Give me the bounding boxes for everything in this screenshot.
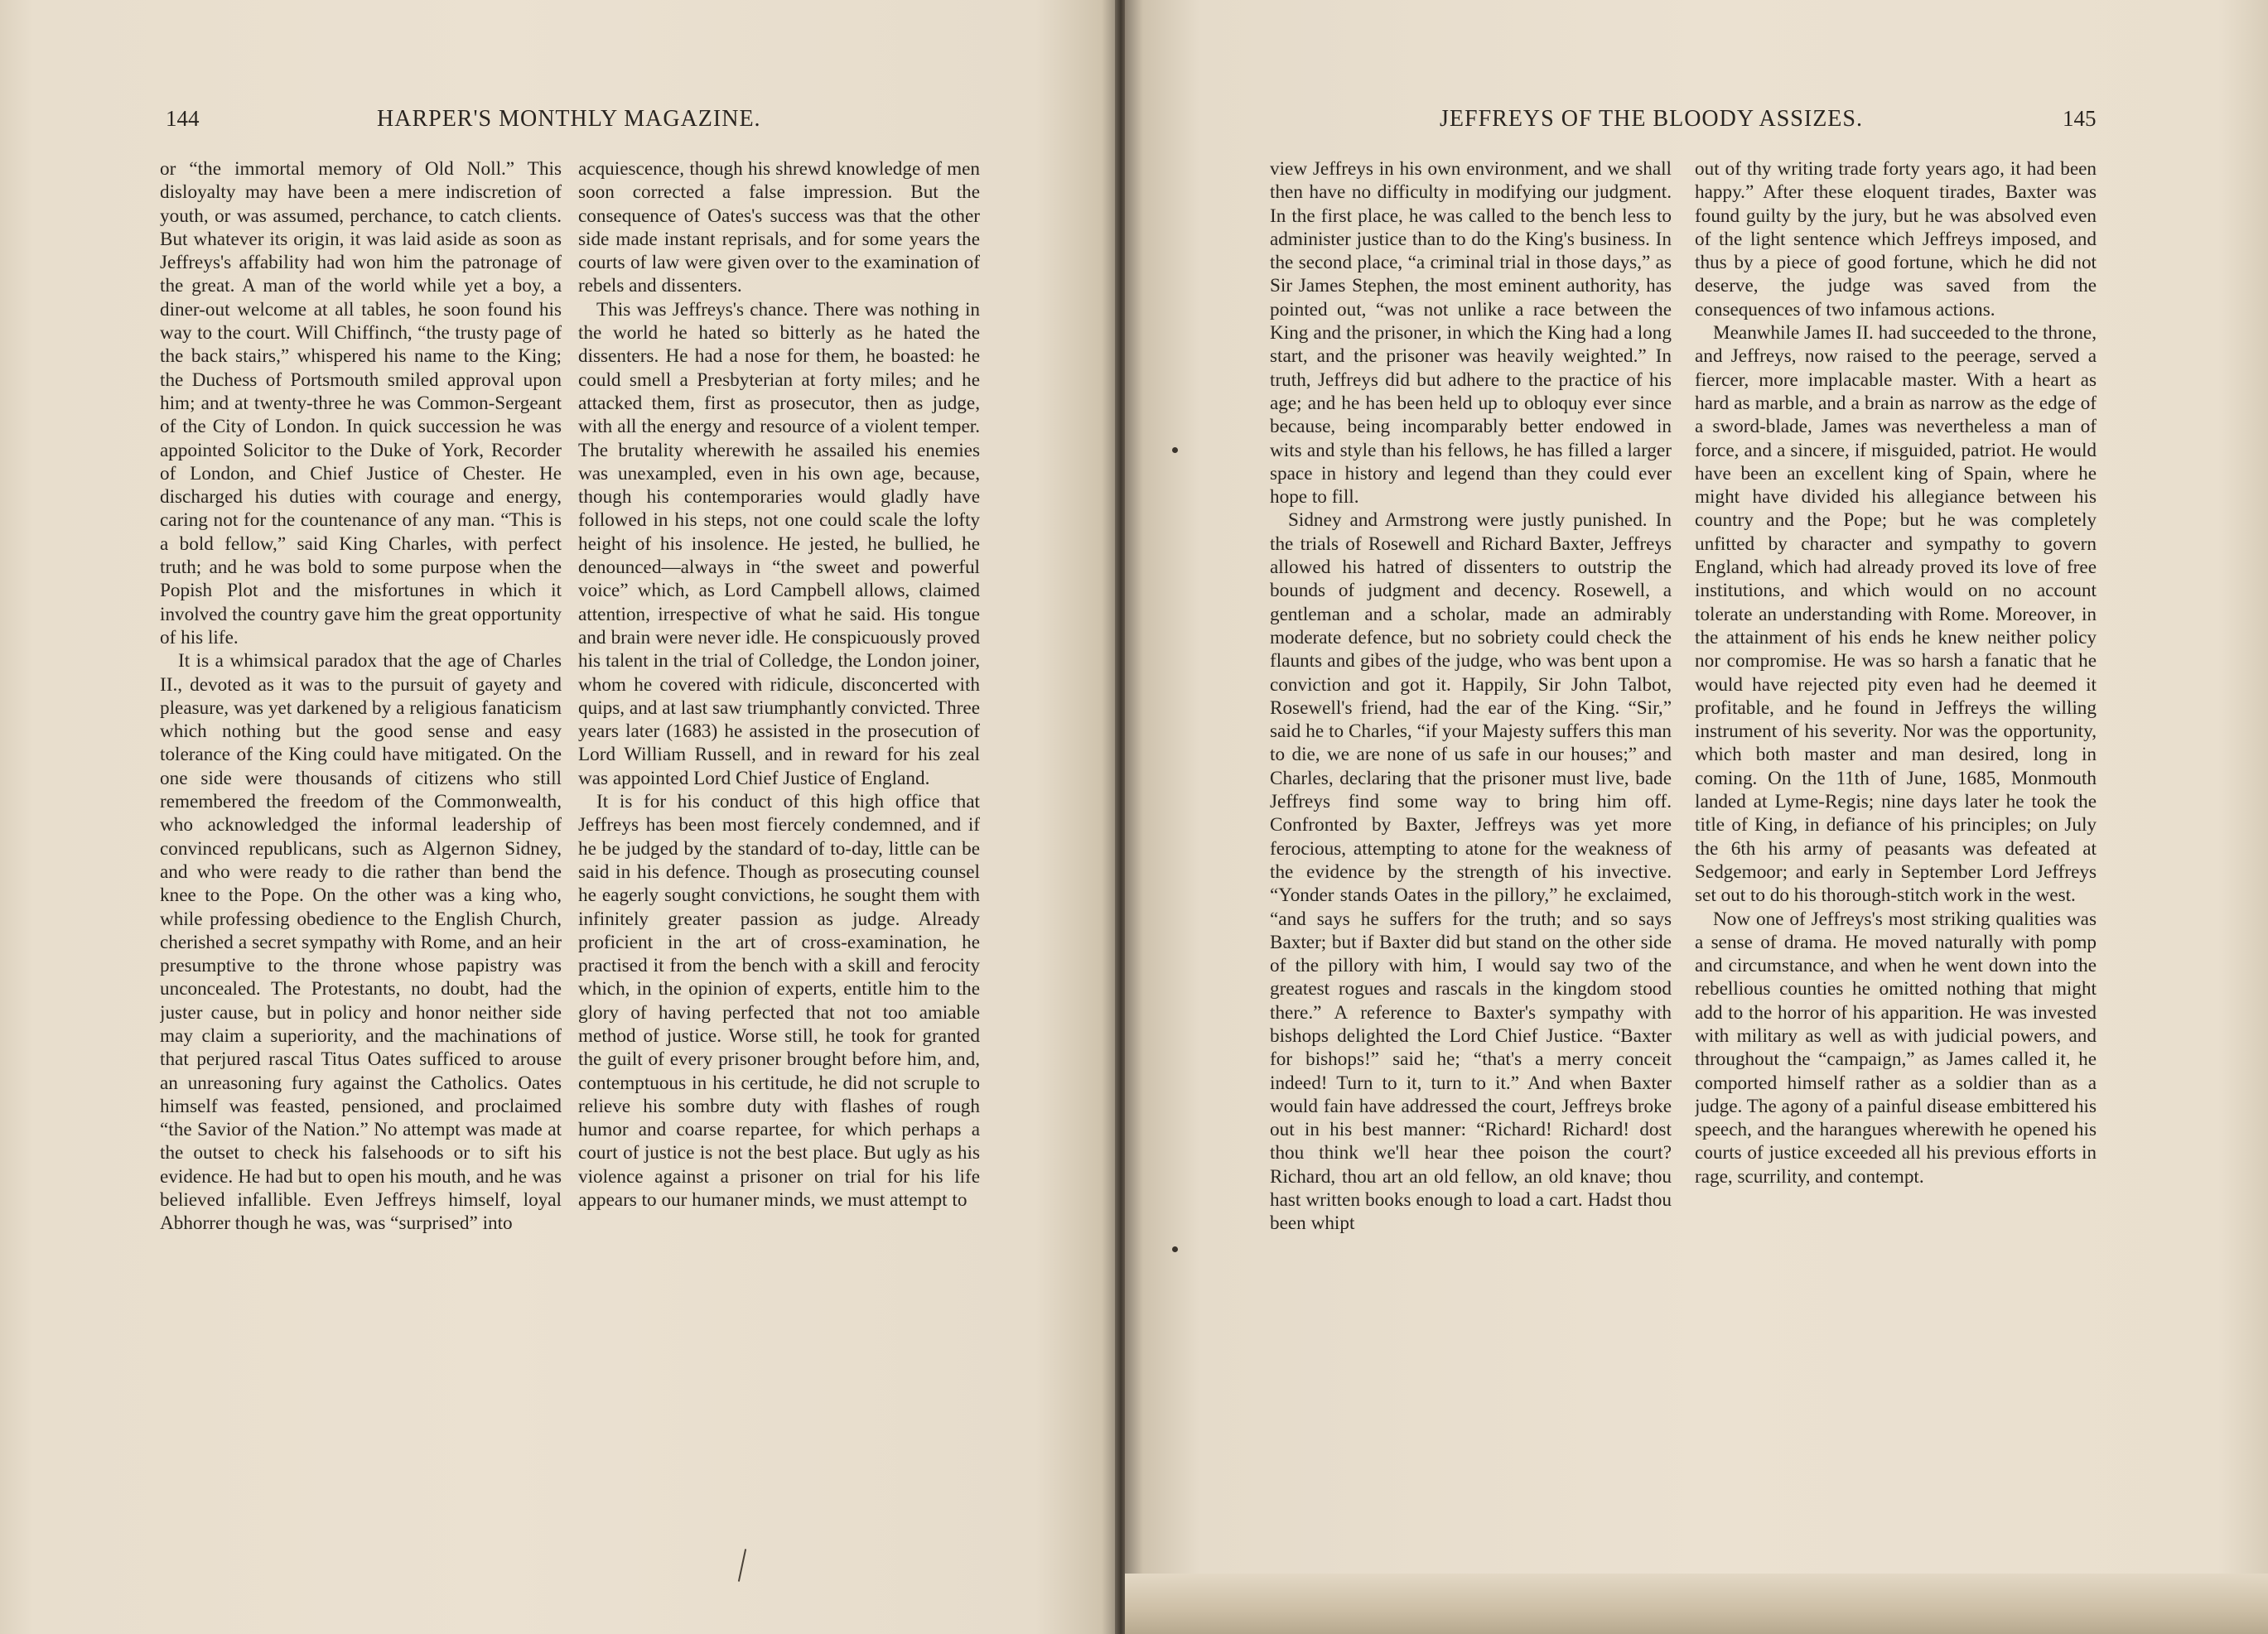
page-number: 144 — [166, 106, 200, 131]
running-head: HARPER'S MONTHLY MAGAZINE. — [377, 106, 761, 132]
right-column-1 — [1270, 157, 1672, 1524]
binding-hole — [1172, 1246, 1178, 1252]
paragraph: It is for his conduct of this high office that Jeffreys has been most fiercely condemned, and if he be judged by the standard of to-day, little can be said in his defence. Though as prosecuting counsel he eagerly sought convictions, he sought them with infinitely greater passion as judge. Already proficient in the art of cross-examination, he practised it from the bench with a skill and ferocity which, in the opinion of experts, entitle him to the glory of having perfected that not too amiable method of justice. Worse still, he took for granted the guilt of every prisoner brought before him, and, contemptuous in his certitude, he did not scruple to relieve his sombre duty with flashes of rough humor and coarse repartee, for which perhaps a court of justice is not the best place. But ugly as his violence against a prisoner on trial for his life appears to our humaner minds, we must attempt to — [578, 791, 980, 1212]
left-column-2 — [578, 157, 980, 1524]
paragraph: acquiescence, though his shrewd knowledge of men soon corrected a false impression. But the consequence of Oates's success was that the other side made instant reprisals, and for some years the courts of law were given over to the examination of rebels and dissenters. — [578, 158, 980, 297]
page-bottom-edge — [1125, 1574, 2268, 1634]
running-head: JEFFREYS OF THE BLOODY ASSIZES. — [1440, 106, 1863, 132]
binding-hole — [1172, 447, 1178, 453]
right-page — [1125, 0, 2268, 1634]
paragraph: This was Jeffreys's chance. There was nothing in the world he hated so bitterly as he hated the dissenters. He had a nose for them, he boasted: he could smell a Presbyterian at forty miles; and he attacked them, first as prosecutor, then as judge, with all the energy and resource of a violent temper. The brutality wherewith he assailed his enemies was unexampled, even in his own age, because, though his contemporaries would gladly have followed in his steps, not one could scale the lofty height of his insolence. He jested, he bullied, he denounced—always in “the sweet and powerful voice” which, as Lord Campbell allows, claimed attention, irrespective of what he said. His tongue and brain were never idle. He conspicuously proved his talent in the trial of Colledge, the London joiner, whom he covered with ridicule, disconcerted with quips, and at last saw triumphantly convicted. Three years later (1683) he assisted in the prosecution of Lord William Russell, and in reward for his zeal was appointed Lord Chief Justice of England. — [578, 298, 980, 789]
pencil-mark — [738, 1549, 746, 1582]
right-column-2 — [1695, 157, 2097, 1524]
page-number: 145 — [2063, 106, 2097, 131]
left-page — [0, 0, 1120, 1634]
paragraph: Meanwhile James II. had succeeded to the throne, and Jeffreys, now raised to the peerage, served a fiercer, more implacable master. With a heart as hard as marble, and a brain as narrow as the edge of a sword-blade, James was nevertheless a man of force, and a sincere, if misguided, patriot. He would have been an excellent king of Spain, where he might have divided his allegiance between his country and the Pope; but he was completely unfitted by character and sympathy to govern England, which had already proved its love of free institutions, and which would on no account tolerate an understanding with Rome. Moreover, in the attainment of his ends he knew neither policy nor compromise. He was so harsh a fanatic that he would have rejected pity even had he deemed it profitable, and he found in Jeffreys the willing instrument of his severity. Nor was the opportunity, which both master and man desired, long in coming. On the 11th of June, 1685, Monmouth landed at Lyme-Regis; nine days later he took the title of King, in defiance of his principles; on July the 6th his army of peasants was defeated at Sedgemoor; and early in September Lord Jeffreys set out to do his thorough-stitch work in the west. — [1695, 322, 2097, 907]
paragraph: Now one of Jeffreys's most striking qualities was a sense of drama. He moved naturally with pomp and circumstance, and when he went down into the rebellious counties he omitted nothing that might add to the horror of his apparition. He was invested with military as well as with judicial powers, and throughout the “campaign,” as James called it, he comported himself rather as a soldier than as a judge. The agony of a painful disease embittered his speech, and the harangues wherewith he opened his courts of justice exceeded all his previous efforts in rage, scurrility, and contempt. — [1695, 908, 2097, 1188]
paragraph: or “the immortal memory of Old Noll.” This disloyalty may have been a mere indiscretion of youth, or was assumed, perchance, to catch clients. But whatever its origin, it was laid aside as soon as Jeffreys's affability had won him the patronage of the great. A man of the world while yet a boy, a diner-out welcome at all tables, he soon found his way to the court. Will Chiffinch, “the trusty page of the back stairs,” whispered his name to the King; the Duchess of Portsmouth smiled approval upon him; and at twenty-three he was Common-Sergeant of the City of London. In quick succession he was appointed Solicitor to the Duke of York, Recorder of London, and Chief Justice of Chester. He discharged his duties with courage and energy, caring not for the countenance of any man. “This is a bold fellow,” said King Charles, with perfect truth; and he was bold to some purpose when the Popish Plot and the misfortunes in which it involved the country gave him the great opportunity of his life. — [160, 158, 562, 648]
paragraph: It is a whimsical paradox that the age of Charles II., devoted as it was to the pursuit of gayety and pleasure, was yet darkened by a religious fanaticism which nothing but the good sense and easy tolerance of the King could have mitigated. On the one side were thousands of citizens who still remembered the freedom of the Commonwealth, who acknowledged the informal leadership of convinced republicans, such as Algernon Sidney, and who were ready to die rather than bend the knee to the Pope. On the other was a king who, while professing obedience to the English Church, cherished a secret sympathy with Rome, and an heir presumptive to the throne whose papistry was unconcealed. The Protestants, no doubt, had the juster cause, but in policy and honor neither side may claim a superiority, and the machinations of that perjured rascal Titus Oates sufficed to arouse an unreasoning fury against the Catholics. Oates himself was feasted, pensioned, and proclaimed “the Savior of the Nation.” No attempt was made at the outset to check his falsehoods or to sift his evidence. He had but to open his mouth, and he was believed infallible. Even Jeffreys himself, loyal Abhorrer though he was, was “surprised” into — [160, 650, 562, 1235]
paragraph: out of thy writing trade forty years ago, it had been happy.” After these eloquent tirades, Baxter was found guilty by the jury, but he was absolved even of the light sentence which Jeffreys imposed, and thus by a piece of good fortune, which he did not deserve, the judge was saved from the consequences of two infamous actions. — [1695, 158, 2097, 321]
left-column-1 — [160, 157, 562, 1524]
paragraph: Sidney and Armstrong were justly punished. In the trials of Rosewell and Richard Baxter, Jeffreys allowed his hatred of dissenters to outstrip the bounds of judgment and decency. Rosewell, a gentleman and a scholar, made an admirably moderate defence, but no sobriety could check the flaunts and gibes of the judge, who was bent upon a conviction and got it. Happily, Sir John Talbot, Rosewell's friend, had the ear of the King. “Sir,” said he to Charles, “if your Majesty suffers this man to die, we are none of us safe in our houses;” and Charles, declaring that the prisoner must live, bade Jeffreys find some way to bring him off. Confronted by Baxter, Jeffreys was yet more ferocious, attempting to atone for the weakness of the evidence by the strength of his invective. “Yonder stands Oates in the pillory,” he exclaimed, “and says he suffers for the truth; and so says Baxter; but if Baxter did but stand on the other side of the pillory with him, I would say two of the greatest rogues and rascals in the kingdom stood there.” A reference to Baxter's sympathy with bishops delighted the Lord Chief Justice. “Baxter for bishops!” said he; “that's a merry conceit indeed! Turn to it, turn to it.” And when Baxter would fain have addressed the court, Jeffreys broke out in his best manner: “Richard! Richard! dost thou think we'll hear thee poison the court? Richard, thou art an old fellow, an old knave; thou hast written books enough to load a cart. Hadst thou been whipt — [1270, 509, 1672, 1235]
paragraph: view Jeffreys in his own environment, and we shall then have no difficulty in modifying our judgment. In the first place, he was called to the bench less to administer justice than to do the King's business. In the second place, “a criminal trial in those days,” as Sir James Stephen, the most eminent authority, has pointed out, “was not unlike a race between the King and the prisoner, in which the King had a long start, and the prisoner was heavily weighted.” In truth, Jeffreys did but adhere to the practice of his age; and he has been held up to obloquy ever since because, being incomparably better endowed in wits and style than his fellows, he has filled a larger space in history and legend than they could ever hope to fill. — [1270, 158, 1672, 509]
